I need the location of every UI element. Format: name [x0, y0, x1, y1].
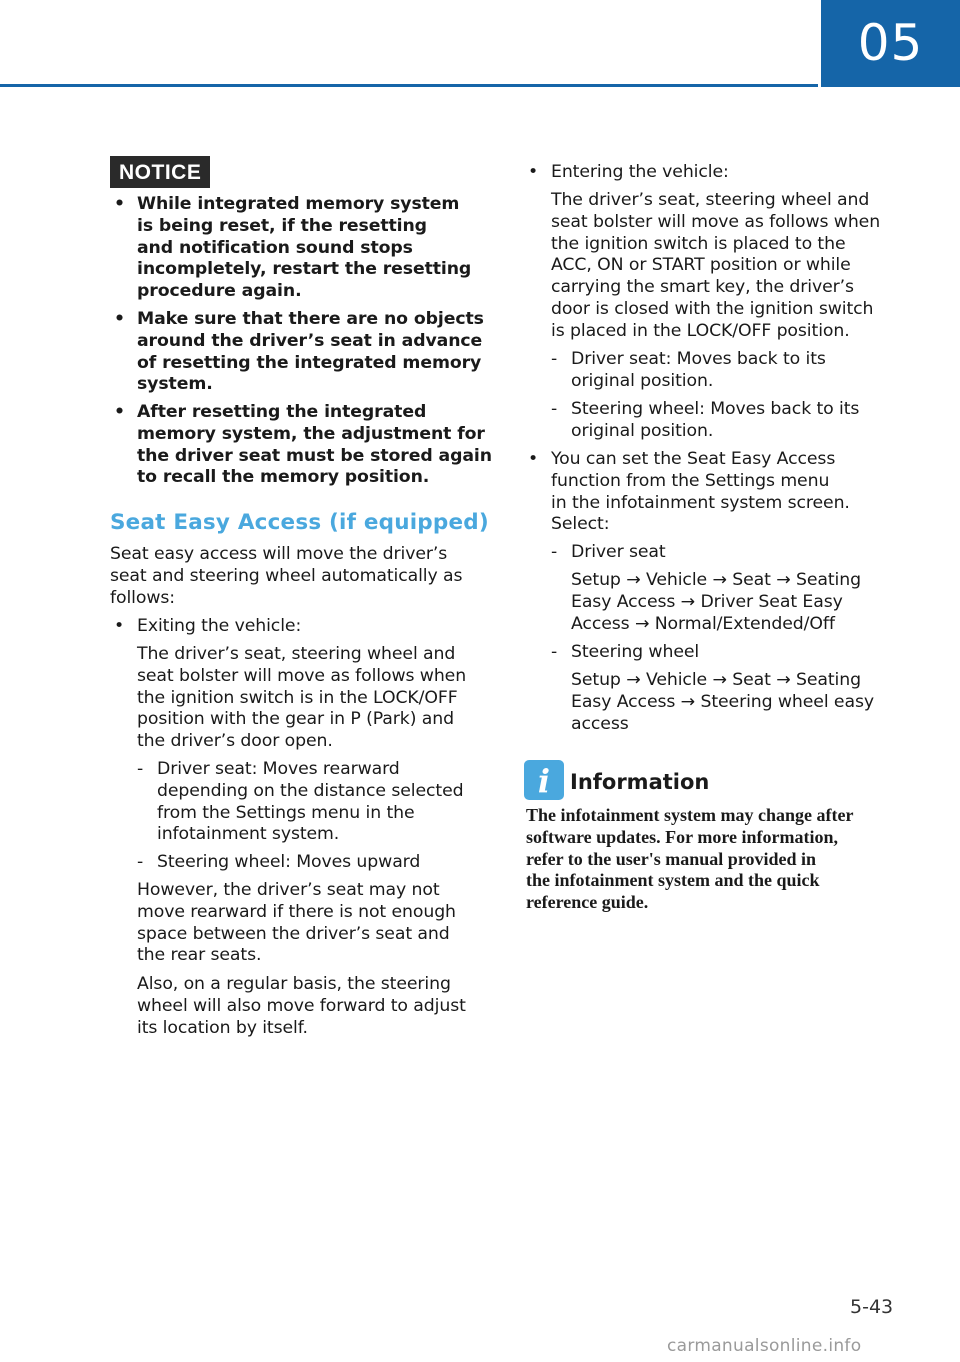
exiting-however: [137, 880, 456, 967]
exiting-however-line: move rearward if there is not enough: [137, 901, 456, 922]
notice-bullet: •: [114, 309, 125, 329]
notice-item-line: around the driver’s seat in advance: [137, 330, 483, 351]
dash-steering-wheel: -: [551, 399, 558, 419]
settings-description-line: in the infotainment system screen.: [551, 492, 850, 513]
information-icon: [524, 760, 564, 800]
notice-bullet: •: [114, 402, 125, 422]
page-number: 5-43: [850, 1296, 894, 1318]
entering-description-line: seat bolster will move as follows when: [551, 211, 881, 232]
dash-settings-steering-wheel: -: [551, 642, 558, 662]
settings-description: [551, 449, 850, 536]
bullet-settings: •: [528, 449, 539, 469]
notice-item-line: to recall the memory position.: [137, 467, 430, 488]
settings-steering-wheel-path: [571, 670, 874, 735]
exiting-however-line: However, the driver’s seat may not: [137, 880, 440, 900]
exiting-also-line: wheel will also move forward to adjust: [137, 995, 466, 1016]
entering-description-line: ACC, ON or START position or while: [551, 255, 851, 276]
settings-steering-wheel-path-line: Easy Access → Steering wheel easy: [571, 691, 874, 712]
exiting-also-line: Also, on a regular basis, the steering: [137, 974, 451, 994]
watermark: carmanualsonline.info: [667, 1336, 862, 1356]
information-line: software updates. For more information,: [526, 826, 838, 847]
entering-label: [551, 162, 729, 184]
information-line: The infotainment system may change after: [526, 805, 854, 825]
entering-driver-seat-line: original position.: [571, 370, 714, 391]
settings-steering-wheel-path-line: Setup → Vehicle → Seat → Seating: [571, 670, 861, 690]
notice-item-line: the driver seat must be stored again: [137, 445, 492, 466]
exiting-description-line: The driver’s seat, steering wheel and: [137, 644, 456, 664]
entering-description-line: the ignition switch is placed to the: [551, 233, 846, 254]
settings-driver-seat-path: [571, 570, 861, 635]
notice-bullet: •: [114, 194, 125, 214]
entering-description-line: door is closed with the ignition switch: [551, 298, 874, 319]
settings-steering-wheel-label-line: Steering wheel: [571, 642, 700, 662]
exiting-also: [137, 974, 466, 1039]
dash-driver-seat: -: [551, 349, 558, 369]
settings-driver-seat-path-line: Access → Normal/Extended/Off: [571, 613, 835, 634]
header-rule: [0, 84, 818, 87]
notice-item-line: While integrated memory system: [137, 194, 460, 214]
exiting-label: [137, 616, 301, 638]
exiting-driver-seat: [157, 759, 463, 846]
exiting-description-line: the ignition switch is in the LOCK/OFF: [137, 687, 458, 708]
exiting-driver-seat-line: from the Settings menu in the: [157, 802, 415, 823]
information-title: Information: [570, 770, 710, 794]
exiting-driver-seat-line: Driver seat: Moves rearward: [157, 759, 400, 779]
notice-item: [137, 402, 492, 489]
settings-description-line: You can set the Seat Easy Access: [551, 449, 836, 469]
intro-paragraph-line: follows:: [110, 587, 175, 608]
exiting-description: [137, 644, 466, 753]
settings-driver-seat-path-line: Easy Access → Driver Seat Easy: [571, 591, 843, 612]
settings-steering-wheel-path-line: access: [571, 713, 629, 734]
notice-item: [137, 309, 484, 396]
chapter-number: 05: [821, 0, 960, 87]
dash-settings-driver-seat: -: [551, 542, 558, 562]
entering-description: [551, 190, 880, 343]
entering-description-line: The driver’s seat, steering wheel and: [551, 190, 870, 210]
settings-description-line: Select:: [551, 514, 610, 535]
settings-driver-seat-path-line: Setup → Vehicle → Seat → Seating: [571, 570, 861, 590]
notice-item-line: system.: [137, 374, 213, 395]
intro-paragraph: [110, 544, 462, 609]
notice-item-line: memory system, the adjustment for: [137, 423, 485, 444]
exiting-description-line: the driver’s door open.: [137, 731, 333, 752]
notice-item-line: Make sure that there are no objects: [137, 309, 484, 329]
notice-item-line: incompletely, restart the resetting: [137, 259, 472, 280]
notice-item: [137, 194, 471, 303]
intro-paragraph-line: Seat easy access will move the driver’s: [110, 544, 448, 564]
dash-driver-seat: -: [137, 759, 144, 779]
notice-item-line: After resetting the integrated: [137, 402, 427, 422]
notice-badge: NOTICE: [110, 156, 210, 188]
exiting-description-line: position with the gear in P (Park) and: [137, 709, 454, 730]
information-line: reference guide.: [526, 892, 649, 913]
settings-steering-wheel-label: [571, 642, 699, 664]
dash-steering-wheel: -: [137, 852, 144, 872]
exiting-however-line: the rear seats.: [137, 945, 262, 966]
information-body: [526, 805, 911, 914]
settings-description-line: function from the Settings menu: [551, 470, 830, 491]
bullet-entering: •: [528, 162, 539, 182]
exiting-also-line: its location by itself.: [137, 1017, 308, 1038]
notice-item-line: procedure again.: [137, 281, 302, 302]
entering-steering-wheel: [571, 399, 859, 443]
svg-text:i: i: [537, 762, 551, 800]
bullet-exiting: •: [114, 616, 125, 636]
entering-driver-seat-line: Driver seat: Moves back to its: [571, 349, 826, 369]
information-line: refer to the user's manual provided in: [526, 848, 817, 869]
exiting-driver-seat-line: depending on the distance selected: [157, 780, 464, 801]
exiting-label-line: Exiting the vehicle:: [137, 616, 302, 636]
entering-driver-seat: [571, 349, 826, 393]
entering-description-line: carrying the smart key, the driver’s: [551, 277, 854, 298]
exiting-however-line: space between the driver’s seat and: [137, 923, 450, 944]
notice-item-line: of resetting the integrated memory: [137, 352, 482, 373]
entering-steering-wheel-line: original position.: [571, 420, 714, 441]
exiting-steering-wheel: [157, 852, 420, 874]
notice-item-line: is being reset, if the resetting: [137, 215, 427, 236]
settings-driver-seat-label: [571, 542, 666, 564]
settings-driver-seat-label-line: Driver seat: [571, 542, 666, 562]
exiting-description-line: seat bolster will move as follows when: [137, 665, 467, 686]
section-heading: Seat Easy Access (if equipped): [110, 510, 489, 535]
entering-steering-wheel-line: Steering wheel: Moves back to its: [571, 399, 860, 419]
intro-paragraph-line: seat and steering wheel automatically as: [110, 565, 463, 586]
notice-item-line: and notification sound stops: [137, 237, 413, 258]
entering-description-line: is placed in the LOCK/OFF position.: [551, 320, 850, 341]
information-line: the infotainment system and the quick: [526, 870, 820, 891]
exiting-driver-seat-line: infotainment system.: [157, 824, 340, 845]
entering-label-line: Entering the vehicle:: [551, 162, 729, 182]
exiting-steering-wheel-line: Steering wheel: Moves upward: [157, 852, 421, 872]
